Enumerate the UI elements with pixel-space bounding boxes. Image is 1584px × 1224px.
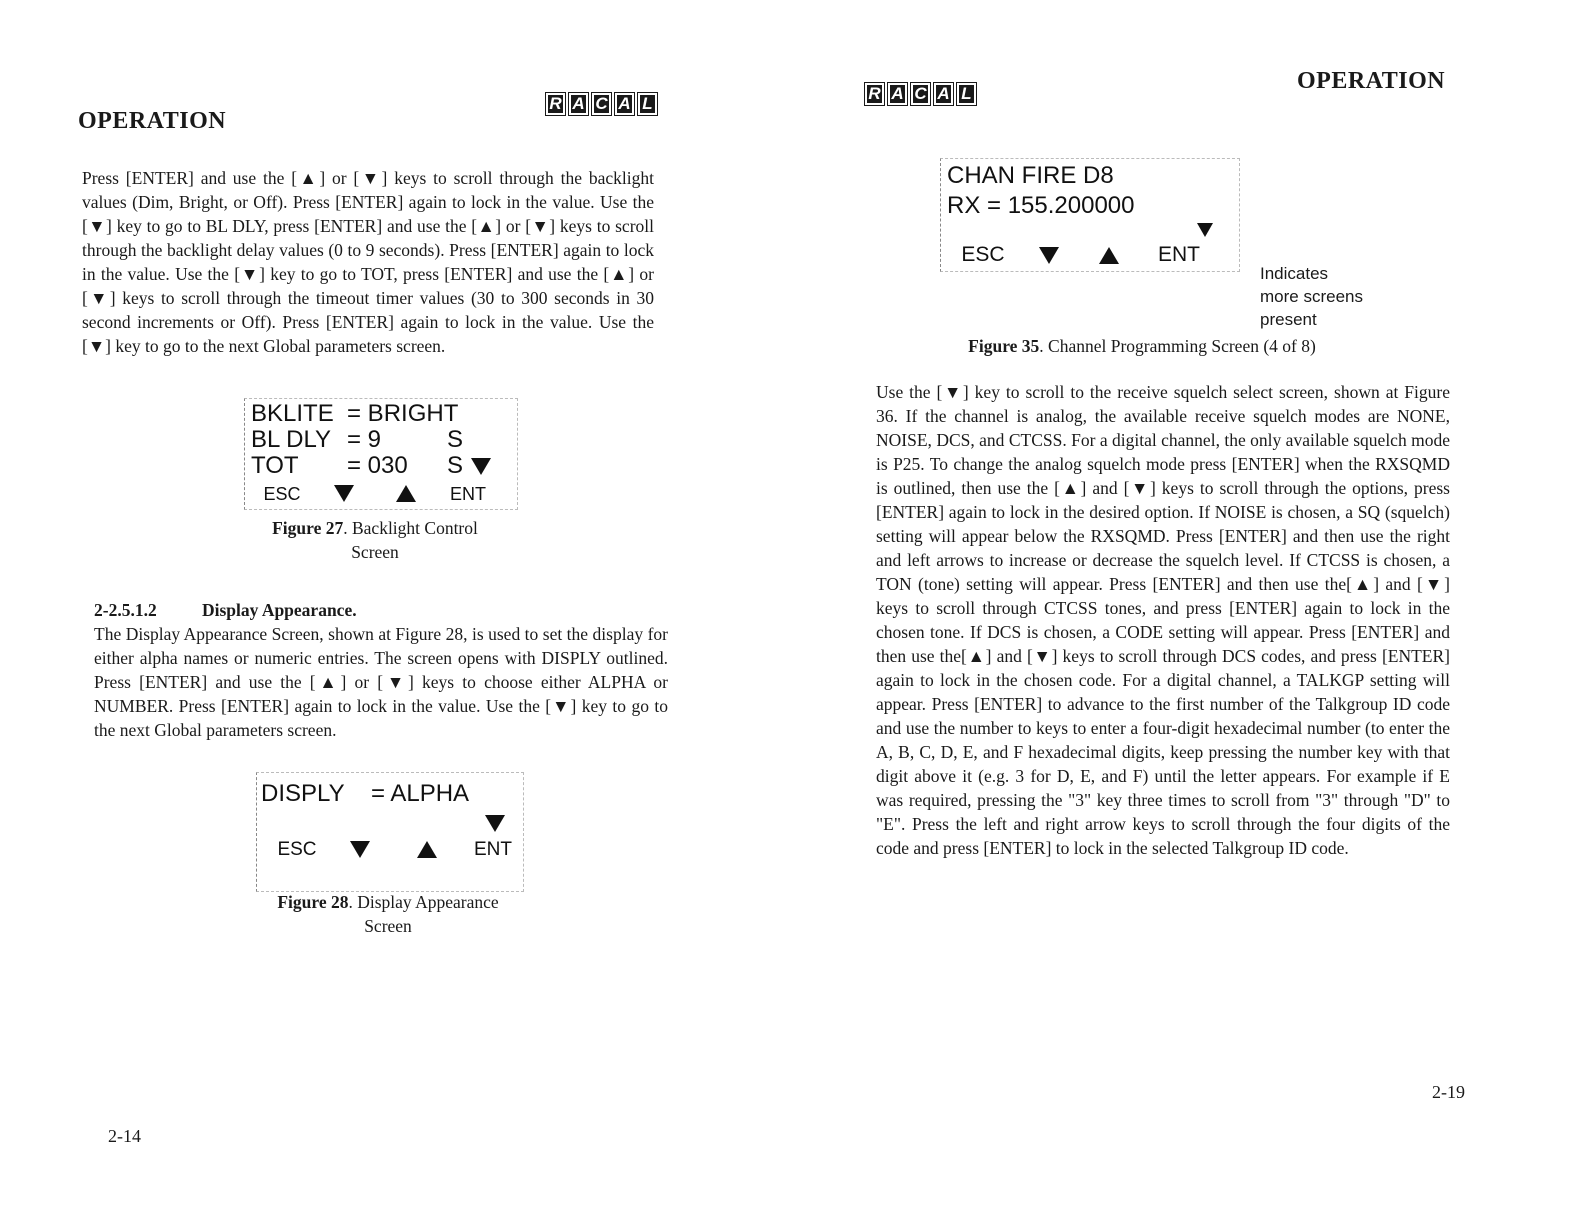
down-arrow-icon bbox=[334, 485, 354, 502]
lcd-row-bldly: BL DLY = 9 S bbox=[251, 426, 464, 453]
figure-28-caption: Figure 28. Display Appearance Screen bbox=[277, 892, 499, 936]
racal-logo: R A C A L bbox=[864, 82, 977, 106]
esc-softkey[interactable]: ESC bbox=[263, 483, 301, 504]
ent-softkey[interactable]: ENT bbox=[1158, 243, 1200, 266]
indicator-note: Indicates more screens present bbox=[1260, 264, 1363, 329]
lcd-row-rx: RX = 155.200000 bbox=[947, 192, 1135, 219]
up-softkey[interactable] bbox=[387, 839, 467, 861]
up-arrow-icon bbox=[417, 841, 437, 858]
figure-35-caption: Figure 35. Channel Programming Screen (4 of 8) bbox=[968, 336, 1316, 356]
lcd-row-tot: TOT = 030 S bbox=[251, 453, 513, 479]
up-arrow-icon bbox=[396, 485, 416, 502]
body-paragraph-backlight: Press [ENTER] and use the [▲] or [▼] keys to scroll through the backlight values (Dim, Bright, or Off). Press [ENTER] again to lock in the value. Use the [▼] key to go to BL DLY, press [ENTER] and use the [▲] or [▼] keys to scroll through the backlight delay values (0 to 9 seconds). Press [ENTER] again to lock in the value. Use the [▼] key to go to TOT, press [ENTER] and use the [▲] or [▼] keys to scroll through the timeout timer values (30 to 300 seconds in 30 second increments or Off). Press [ENTER] again to lock in the value. Use the [▼] key to go to the next Global parameters screen. bbox=[82, 168, 654, 356]
page-heading: OPERATION bbox=[78, 108, 227, 134]
up-arrow-icon bbox=[1099, 247, 1119, 264]
more-screens-down-arrow-icon bbox=[1197, 223, 1213, 237]
up-softkey[interactable] bbox=[375, 483, 437, 505]
channel-programming-screen bbox=[940, 158, 1240, 272]
body-paragraph-display-appearance: The Display Appearance Screen, shown at Figure 28, is used to set the display for either alpha names or numeric entries. The screen opens with DISPLY outlined. Press [ENTER] and use the [▲] or [▼] keys to choose either ALPHA or NUMBER. Press [ENTER] again to lock in the value. Use the [▼] key to go to the next Global parameters screen. bbox=[94, 624, 668, 740]
more-screens-down-arrow-icon bbox=[471, 458, 491, 475]
backlight-control-screen bbox=[244, 398, 518, 510]
racal-logo: R A C A L bbox=[545, 92, 658, 116]
ent-softkey[interactable]: ENT bbox=[450, 483, 486, 504]
down-softkey[interactable] bbox=[313, 483, 375, 505]
esc-softkey[interactable]: ESC bbox=[277, 839, 317, 860]
down-arrow-icon bbox=[1039, 247, 1059, 264]
lcd-row-disply: DISPLY = ALPHA bbox=[261, 780, 470, 807]
more-screens-down-arrow-icon bbox=[485, 815, 505, 832]
lcd-row-channel: CHAN FIRE D8 bbox=[947, 162, 1114, 189]
softkey-row bbox=[251, 483, 513, 505]
esc-softkey[interactable]: ESC bbox=[961, 243, 1005, 266]
up-softkey[interactable] bbox=[1079, 243, 1139, 267]
down-arrow-icon bbox=[350, 841, 370, 858]
section-heading: 2-2.5.1.2 Display Appearance. bbox=[94, 600, 357, 620]
display-appearance-screen bbox=[256, 772, 524, 892]
figure-27-caption: Figure 27. Backlight Control Screen bbox=[272, 518, 478, 562]
page-number: 2-14 bbox=[108, 1126, 141, 1146]
body-paragraph-squelch: Use the [▼] key to scroll to the receive squelch select screen, shown at Figure 36. If the channel is analog, the available receive squelch modes are NONE, NOISE, DCS, and CTCSS. For a digital channel, the only available squelch mode is P25. To change the analog squelch mode press [ENTER] when the RXSQMD is outlined, then use the [▲] and [▼] keys to scroll through the options, press [ENTER] again to lock in the desired option. If NOISE is chosen, a SQ (squelch) setting will appear below the RXSQMD. Press [ENTER] and then use the right and left arrows to increase or decrease the squelch level. If CTCSS is chosen, a TON (tone) setting will appear. Press [ENTER] and then use the[▲] and [▼] keys to scroll through CTCSS tones, and press [ENTER] again to lock in the chosen tone. If DCS is chosen, a CODE setting will appear. Press [ENTER] and then use the[▲] and [▼] keys to scroll through DCS codes, and press [ENTER] again to lock in the chosen code. For a digital channel, a TALKGP setting will appear. Press [ENTER] to advance to the first number of the Talkgroup ID code and use the number to keys to enter a four-digit hexadecimal number (to enter the A, B, C, D, E, and F hexadecimal digits, keep pressing the number key with that digit above it (e.g. 3 for D, E, and F) until the letter appears. For example if E was required, pressing the "3" key three times to scroll from "3" through "D" to "E". Press the left and right arrow keys to scroll through the four digits of the code and press [ENTER] to lock in the selected Talkgroup ID code. bbox=[876, 382, 1450, 858]
down-softkey[interactable] bbox=[1019, 243, 1079, 267]
softkey-row bbox=[947, 243, 1233, 267]
page-number: 2-19 bbox=[1432, 1082, 1465, 1102]
lcd-row-bklite: BKLITE = BRIGHT bbox=[251, 400, 459, 427]
softkey-row bbox=[261, 839, 519, 861]
right-page bbox=[792, 0, 1584, 1224]
down-softkey[interactable] bbox=[333, 839, 387, 861]
page-heading: OPERATION bbox=[1297, 68, 1446, 94]
ent-softkey[interactable]: ENT bbox=[474, 839, 512, 860]
